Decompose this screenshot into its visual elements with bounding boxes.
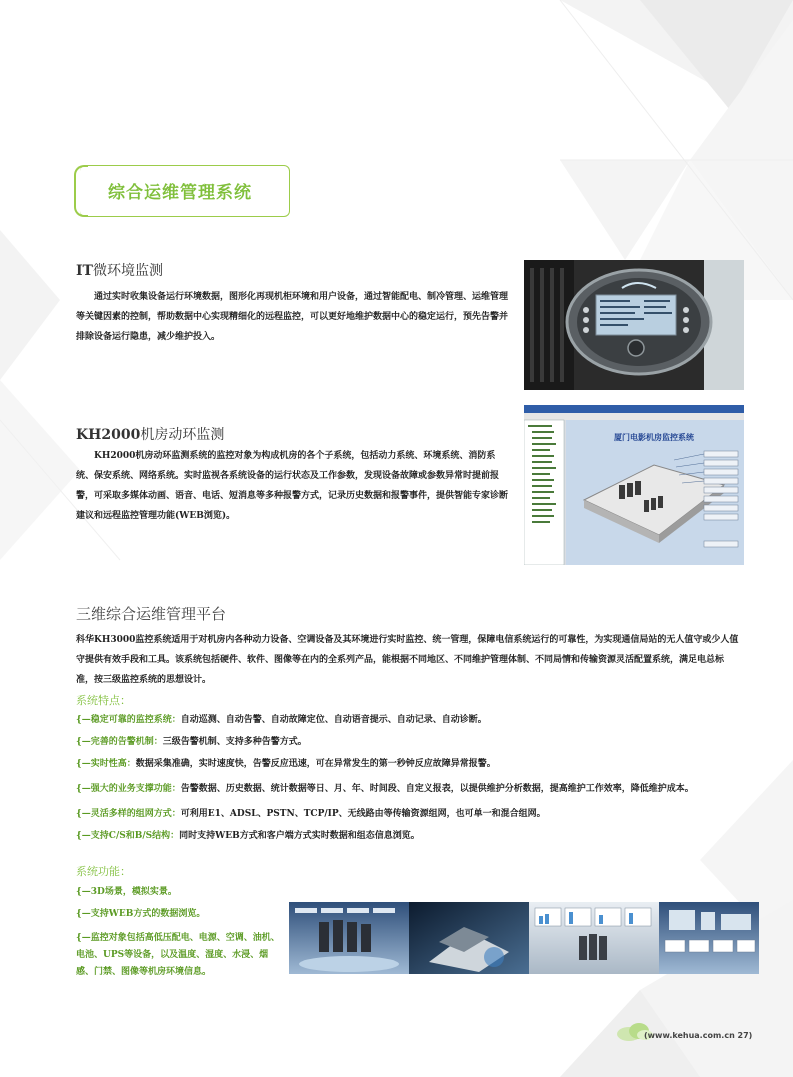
feature-item	[76, 780, 740, 798]
feature-text: 同时支持WEB方式和客户端方式实时数据和组态信息浏览。	[179, 831, 420, 841]
feature-text: 三级告警机制、支持多种告警方式。	[162, 737, 307, 747]
feature-item	[76, 758, 740, 770]
feature-key: {—支持C/S和B/S结构：	[76, 831, 180, 841]
page-title: 综合运维管理系统	[108, 183, 252, 203]
feature-key: {—实时性高：	[76, 759, 136, 769]
functions-heading: 系统功能：	[76, 865, 131, 878]
footer-url: (www.kehua.com.cn 27)	[644, 1031, 753, 1040]
section2-body: KH2000机房动环监测系统的监控对象为构成机房的各个子系统，包括动力系统、环境系统、消防系统、保安系统、网络系统。实时监视各系统设备的运行状态及工作参数，发现设备故障或参数异常时提前报警，可采取多媒体动画、语音、电话、短消息等多种报警方式，记录历史数据和报警事件，提供智能专家诊断建议和远程监控管理功能(WEB浏览)。	[76, 451, 509, 521]
feature-item	[76, 808, 740, 820]
feature-key: {—稳定可靠的监控系统：	[76, 715, 181, 725]
feature-text: 告警数据、历史数据、统计数据等日、月、年、时间段、自定义报表，以提供维护分析数据，提高维护工作效率，降低维护成本。	[180, 784, 694, 794]
feature-item	[76, 830, 740, 842]
functions-list	[76, 886, 286, 981]
section-heading-3d-platform: 三维综合运维管理平台	[76, 605, 227, 623]
3d-platform-screenshots	[289, 902, 759, 974]
section-heading-kh2000	[76, 424, 224, 444]
feature-key: {—完善的告警机制：	[76, 737, 163, 747]
monitoring-software-screenshot	[524, 405, 744, 565]
features-heading: 系统特点：	[76, 694, 131, 707]
section-heading-it-micro-env	[76, 260, 163, 280]
function-item: {—3D场景，模拟实景。	[76, 887, 177, 897]
function-item: {—支持WEB方式的数据浏览。	[76, 909, 206, 919]
feature-key: {—灵活多样的组网方式：	[76, 809, 181, 819]
heading-rest: 微环境监测	[92, 263, 163, 279]
feature-text: 可利用E1、ADSL、PSTN、TCP/IP、无线路由等传输资源组网，也可单一和混合组网。	[180, 809, 546, 819]
section3-body: 科华KH3000监控系统适用于对机房内各种动力设备、空调设备及其环境进行实时监控、统一管理，保障电信系统运行的可靠性，为实现通信局站的无人值守或少人值守提供有效手段和工具。该系统包括硬件、软件、图像等在内的全系列产品，能根据不同地区、不同维护管理体制、不同局情和传输资源灵活配置系统，满足电总标准，按三级监控系统的思想设计。	[76, 635, 739, 685]
feature-text: 数据采集准确，实时速度快，告警反应迅速，可在异常发生的第一秒钟反应故障异常报警。	[135, 759, 496, 769]
heading-rest: 机房动环监测	[140, 427, 225, 443]
feature-item	[76, 736, 740, 748]
heading-prefix: IT	[76, 263, 93, 279]
feature-item	[76, 714, 740, 726]
section1-body: 通过实时收集设备运行环境数据，图形化再现机柜环境和用户设备，通过智能配电、制冷管理、运维管理等关键因素的控制，帮助数据中心实现精细化的远程监控，可以更好地维护数据中心的稳定运行，预先告警并排除设备运行隐患，减少维护投入。	[76, 292, 509, 342]
features-list	[76, 714, 740, 842]
cabinet-monitor-photo	[524, 260, 744, 390]
feature-key: {—强大的业务支撑功能：	[76, 784, 181, 794]
screen-title: 厦门电影机房监控系统	[614, 433, 694, 442]
function-item: {—监控对象包括高低压配电、电源、空调、油机、电池、UPS等设备，以及温度、湿度、水浸、烟感、门禁、图像等机房环境信息。	[76, 933, 280, 977]
feature-text: 自动巡测、自动告警、自动故障定位、自动语音提示、自动记录、自动诊断。	[180, 715, 487, 725]
heading-prefix: KH2000	[76, 427, 141, 443]
